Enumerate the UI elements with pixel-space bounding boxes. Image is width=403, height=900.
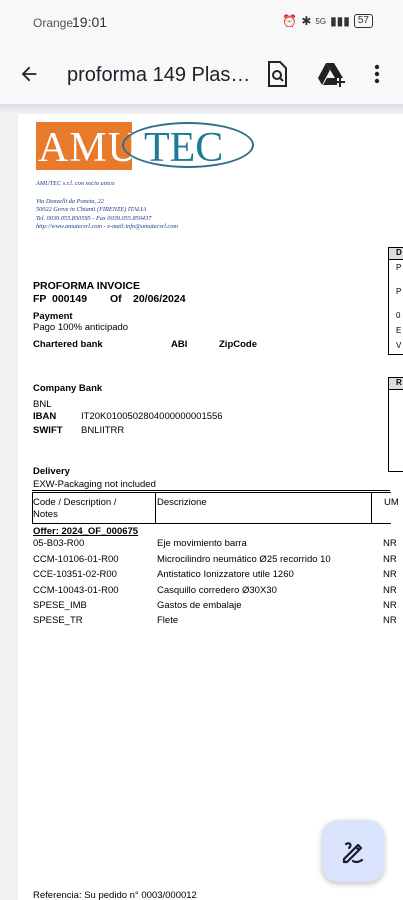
status-icons xyxy=(282,14,373,28)
iban-value: IT20K0100502804000000001556 xyxy=(81,411,223,422)
delivery-value: EXW-Packaging not included xyxy=(33,479,156,490)
customer-box-header: D xyxy=(396,248,402,257)
table-row-code: CCE-10351-02-R00 xyxy=(33,569,117,580)
table-row-code: SPESE_TR xyxy=(33,615,83,626)
destination-box-header: R xyxy=(396,378,402,387)
company-address: Via Donzelli da Poneta, 22 50022 Greve in Chianti (FIRENZE) ITALIA Tel. 0039.055.850595 - Fax 0039.055.850437 http://www.amutecsrl.com - e-mail:info@amutecsrl.com xyxy=(36,198,178,231)
app-bar-shadow xyxy=(0,104,403,112)
table-row-desc: Flete xyxy=(157,615,179,626)
offer-reference: Offer: 2024_OF_000675 xyxy=(33,526,139,537)
bank-name: BNL xyxy=(33,399,52,410)
company-logo xyxy=(36,122,254,170)
table-row-desc: Eje movimiento barra xyxy=(157,538,247,549)
document-type: PROFORMA INVOICE xyxy=(33,280,140,292)
swift-value: BNLIITRR xyxy=(81,425,125,436)
table-row-desc: Antistatico Ionizzatore utile 1260 xyxy=(157,569,294,580)
more-options-icon[interactable] xyxy=(364,60,394,90)
table-row-um: NR xyxy=(383,554,397,565)
table-row-desc: Casquillo corredero Ø30X30 xyxy=(157,585,277,596)
chartered-bank-label: Chartered bank xyxy=(33,339,103,350)
company-tagline: AMUTEC s.r.l. con socio unico xyxy=(36,180,115,187)
document-date: 20/06/2024 xyxy=(133,293,186,305)
abi-label: ABI xyxy=(171,339,188,350)
alarm-icon: ⏰ xyxy=(282,14,298,28)
of-label: Of xyxy=(110,293,122,305)
swift-label: SWIFT xyxy=(33,425,63,436)
table-row-um: NR xyxy=(383,600,397,611)
table-row-um: NR xyxy=(383,615,397,626)
header-um: UM xyxy=(384,497,399,508)
table-row-code: CCM-10043-01-R00 xyxy=(33,585,119,596)
app-bar xyxy=(0,48,403,104)
carrier-name: Orange xyxy=(33,16,74,30)
iban-label: IBAN xyxy=(33,411,57,422)
delivery-label: Delivery xyxy=(33,466,70,477)
battery-icon: 57 xyxy=(354,14,373,28)
company-bank-label: Company Bank xyxy=(33,383,103,394)
search-in-document-icon[interactable] xyxy=(264,60,294,90)
footer-reference: Referencia: Su pedido n° 0003/000012 xyxy=(33,890,197,900)
back-arrow-icon[interactable] xyxy=(18,58,40,92)
document-number: 000149 xyxy=(52,293,88,305)
annotate-button[interactable] xyxy=(322,820,384,882)
table-row-code: 05-B03-R00 xyxy=(33,538,85,549)
table-row-um: NR xyxy=(383,569,397,580)
signal-icon: ▮▮▮ xyxy=(330,14,350,28)
logo-text-left: AMU xyxy=(38,125,140,171)
delivery-underline xyxy=(32,490,390,491)
payment-label: Payment xyxy=(33,311,73,322)
table-row-code: CCM-10106-01-R00 xyxy=(33,554,119,565)
pdf-page[interactable]: AMU TEC AMUTEC s.r.l. con socio unico Via Donzelli da Poneta, 22 50022 Greve in Chianti (FIRENZE) ITALIA Tel. 0039.055.850595 - Fax 0039.055.850437 http://www.amutecsrl.com - e-mail:info@amutecsrl.com D P P 0 E V R PROFORMA INVOICE FP 000149 Of 20/06/2024 Payment Pago 100% anticipado Chartered bank ABI ZipCode Company Bank BNL IBAN IT20K0100502804000000001556 SWIFT BNLIITRR Delivery EXW-Packaging not included Code / Description / Notes Descrizione UM Offer: 2024_OF_000675 05-B03-R00 Eje movimiento barra NR CCM-10106-01-R00 Microcilindro neumático Ø25 recorrido 10 NR CCE-10351-02-R00 Antistatico Ionizzatore utile 1260 NR CCM-10043-01-R00 Casquillo corredero Ø30X30 NR SPESE_IMB Gastos de embalaje NR SPESE_TR Flete NR Referencia: Su pedido n° 0003/000012 xyxy=(18,114,403,900)
table-row-code: SPESE_IMB xyxy=(33,600,87,611)
document-number-prefix: FP xyxy=(33,293,47,305)
add-to-drive-icon[interactable] xyxy=(317,60,347,90)
header-description: Descrizione xyxy=(157,497,207,508)
clock: 19:01 xyxy=(72,14,108,30)
status-bar xyxy=(0,0,403,48)
table-row-desc: Gastos de embalaje xyxy=(157,600,242,611)
table-row-desc: Microcilindro neumático Ø25 recorrido 10 xyxy=(157,554,331,565)
payment-value: Pago 100% anticipado xyxy=(33,322,129,333)
zipcode-label: ZipCode xyxy=(219,339,257,350)
logo-text-right: TEC xyxy=(144,125,224,171)
pen-edit-icon xyxy=(322,820,384,882)
header-code: Code / Description / Notes xyxy=(33,497,117,520)
table-row-um: NR xyxy=(383,585,397,596)
destination-box xyxy=(388,377,403,472)
document-title: proforma 149 Plas… xyxy=(67,64,251,86)
bluetooth-icon: ✱ xyxy=(301,14,312,28)
table-row-um: NR xyxy=(383,538,397,549)
network-label: 5G xyxy=(315,16,327,26)
